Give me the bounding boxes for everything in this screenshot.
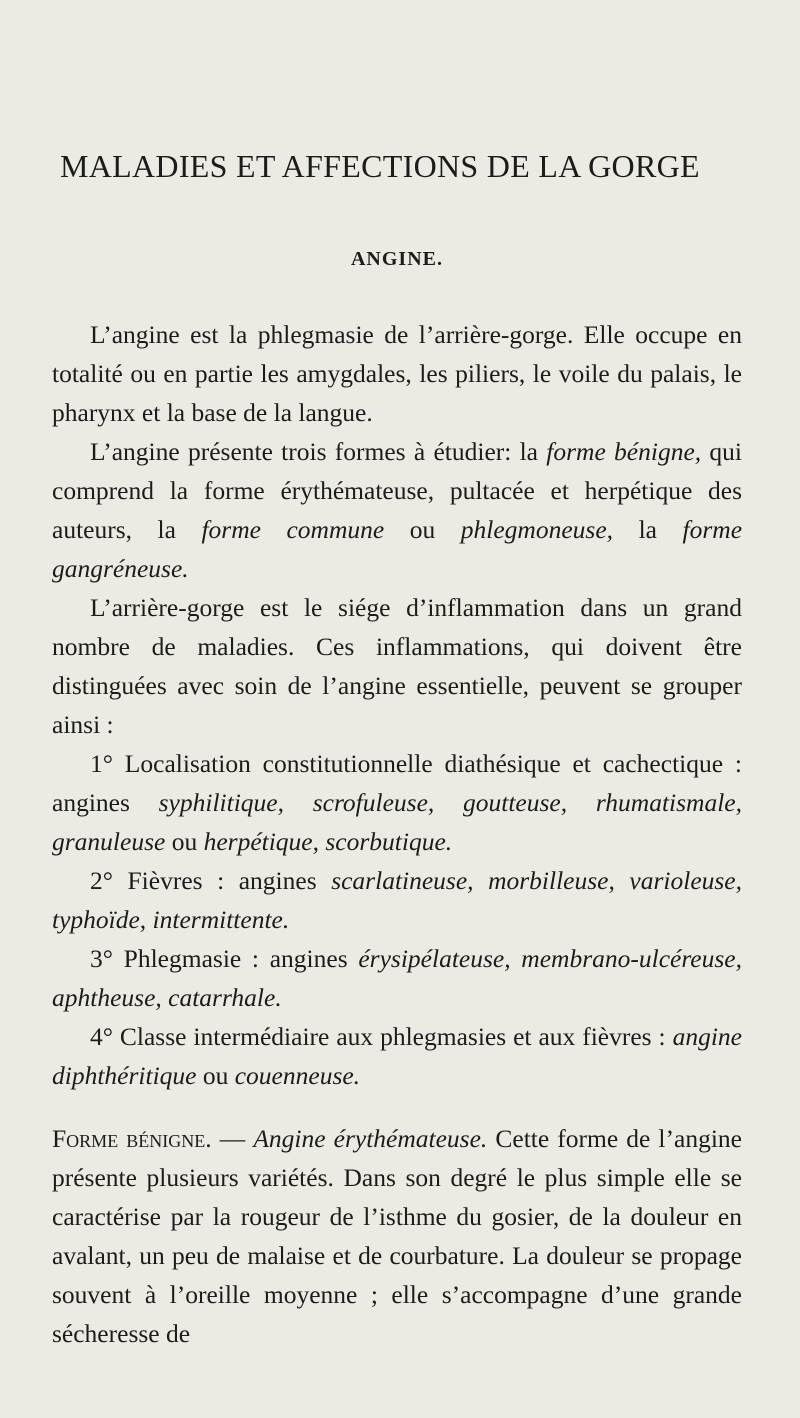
text-span: la: [613, 515, 683, 544]
paragraph-gap: [52, 1095, 742, 1119]
italic-term: forme gangréneuse.: [52, 515, 743, 583]
text-span: ou: [165, 827, 204, 856]
italic-term: forme bénigne,: [546, 437, 702, 466]
list-item-1: [52, 744, 742, 861]
text-span: 3° Phlegmasie : angines: [90, 944, 359, 973]
list-item-2: [52, 861, 742, 939]
text-span: ou: [196, 1061, 235, 1090]
italic-term: herpétique, scorbutique.: [203, 827, 453, 856]
text-span: 2° Fièvres : angines: [90, 866, 332, 895]
italic-term: scarlatineuse, morbilleuse, varioleuse, typhoïde, intermittente.: [52, 866, 743, 934]
italic-term: angine diphthéritique: [52, 1022, 742, 1090]
list-item-4: [52, 1017, 742, 1095]
chapter-title: MALADIES ET AFFECTIONS DE LA GORGE: [60, 148, 700, 184]
italic-term: Angine érythémateuse.: [253, 1124, 488, 1153]
paragraph-forms: [52, 432, 742, 588]
text-span: Cette forme de l’angine présente plusieurs variétés. Dans son degré le plus simple elle se caractérise par la rougeur de l’isthme du gosier, de la douleur en avalant, un peu de malaise et de courbature. La douleur se propage souvent à l’oreille moyenne ; elle s’accompagne d’une grande sécheresse de: [52, 1124, 742, 1348]
section-title: ANGINE.: [350, 248, 443, 270]
text-span: L’angine présente trois formes à étudier: la: [90, 437, 547, 466]
italic-term: érysipélateuse, membrano-ulcéreuse, aphtheuse, catarrhale.: [52, 944, 742, 1012]
text-span: —: [211, 1124, 254, 1153]
run-in-heading: Forme bénigne.: [52, 1124, 212, 1153]
text-span: ou: [384, 515, 461, 544]
text-span: 4° Classe intermédiaire aux phlegmasies et aux fièvres :: [90, 1022, 673, 1051]
paragraph-definition: L’angine est la phlegmasie de l’arrière-gorge. Elle occupe en totalité ou en partie les amygdales, les piliers, le voile du palais, le pharynx et la base de la langue.: [52, 320, 742, 427]
italic-term: phlegmoneuse,: [460, 515, 614, 544]
text-span: qui comprend la forme érythémateuse, pultacée et herpétique des auteurs, la: [52, 437, 742, 544]
paragraph-inflammations: L’arrière-gorge est le siége d’inflammation dans un grand nombre de maladies. Ces inflammations, qui doivent être distinguées avec soin de l’angine essentielle, peuvent se grouper ainsi :: [52, 593, 742, 739]
italic-term: forme commune: [201, 515, 385, 544]
paragraph-benign-form: [52, 1119, 742, 1353]
text-span: 1° Localisation constitutionnelle diathésique et cachectique : angines: [52, 749, 742, 817]
list-item-3: [52, 939, 742, 1017]
italic-term: syphilitique, scrofuleuse, goutteuse, rhumatismale, granuleuse: [52, 788, 742, 856]
italic-term: couenneuse.: [234, 1061, 361, 1090]
